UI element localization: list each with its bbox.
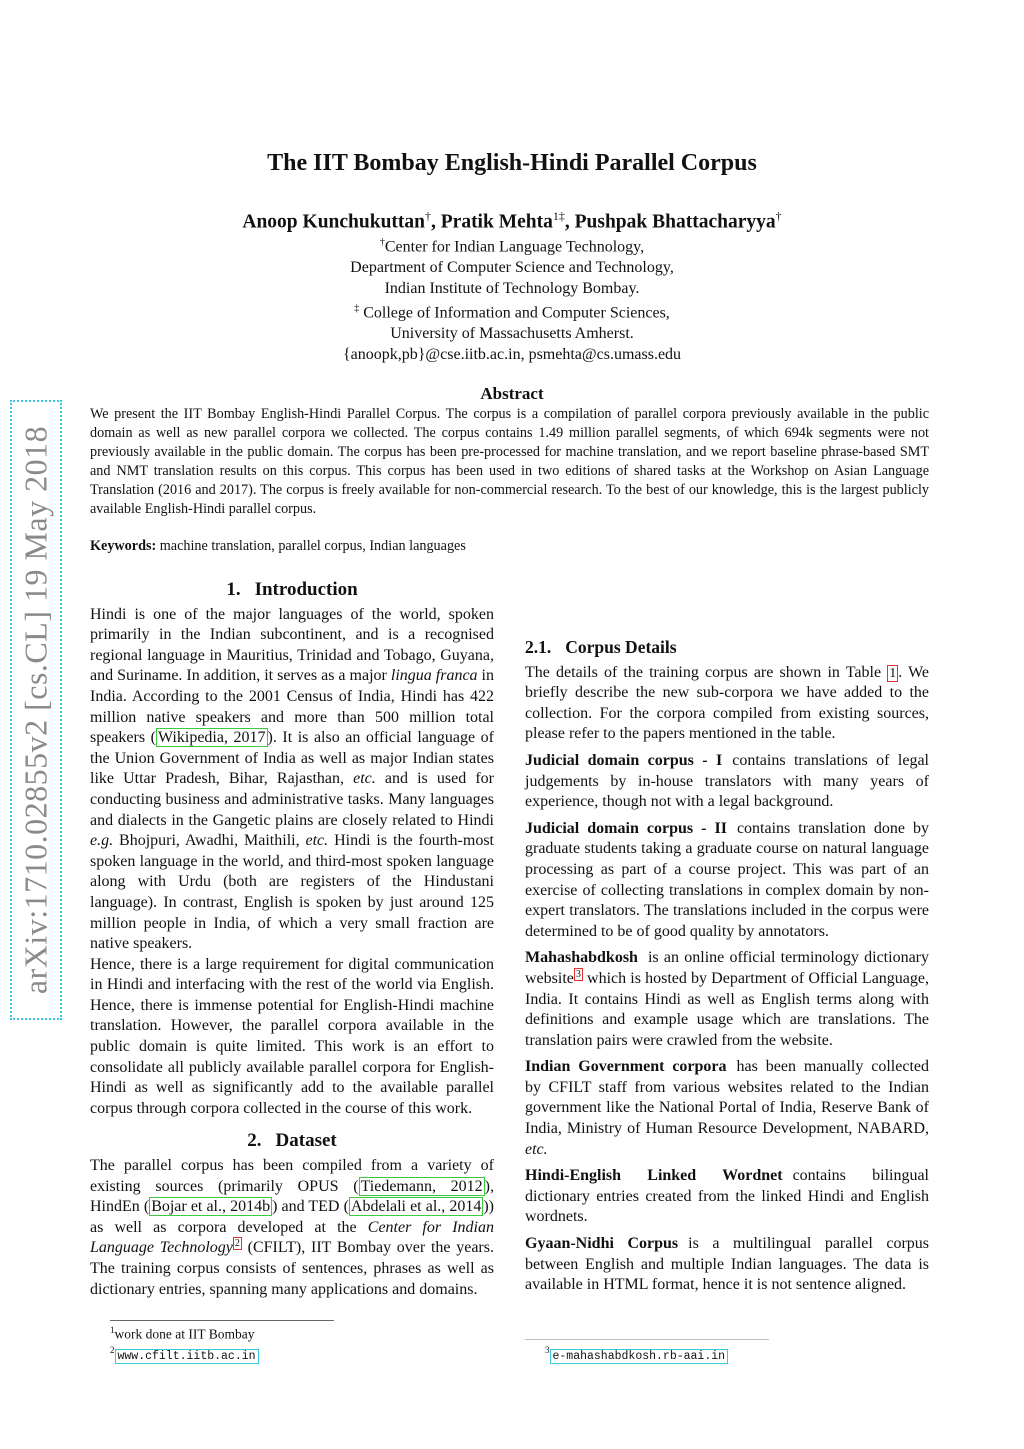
- intro-text: Hindi is one of the major languages of the world, spoken primarily in the Indian subcontinent, and is a recognised regional language in Mauritius, Trinidad and Tobago, Guyana, and Suriname. In addition, it serves as a major: [90, 605, 494, 685]
- keywords: [90, 538, 466, 555]
- abstract-text: We present the IIT Bombay English-Hindi Parallel Corpus. The corpus is a compilation of parallel corpora previously available in the public domain as well as new parallel corpora we collected. The corpus contains 1.49 million parallel segments, of which 694k segments were not previously available in the public domain. The corpus has been pre-processed for machine translation, and we report baseline phrase-based SMT and NMT translation results on this corpus. This corpus has been used in two editions of shared tasks at the Workshop on Asian Language Translation (2016 and 2017). The corpus is freely available for non-commercial research. To the best of our knowledge, this is the largest publicly available English-Hindi parallel corpus.: [90, 406, 929, 517]
- corpus-item-text: contains translations of legal judgements by in-house translators with many years of experience, though not with a legal background.: [525, 751, 929, 811]
- author-list: Anoop Kunchukuttan†, Pratik Mehta$^{1\ddagger}$, Pushpak Bhattacharyya†: [242, 209, 782, 233]
- affiliations: [0, 233, 1024, 366]
- citation-abdelali[interactable]: Abdelali et al., 2014: [350, 1198, 482, 1216]
- dataset-text: ) and TED (: [272, 1198, 349, 1216]
- affil-line-4: [0, 299, 1024, 324]
- section-1-heading: [90, 580, 494, 601]
- paper-title: The IIT Bombay English-Hindi Parallel Corpus: [267, 150, 757, 176]
- author-2-mark: 1‡: [552, 209, 565, 223]
- abstract-heading: Abstract: [480, 384, 544, 403]
- corpus-details-intro: [525, 663, 929, 745]
- intro-emphasis: e.g.: [90, 832, 114, 850]
- affil-line-2: Department of Computer Science and Technology,: [350, 259, 674, 277]
- author-2: Pratik Mehta: [440, 211, 553, 233]
- affil-mark-ddagger: ‡: [354, 303, 360, 315]
- corpus-item-text: contains translation done by graduate students taking a graduate course on natural language processing as part of a course project. This was part of an exercise of collecting translations in complex domain by non-expert translators. The translations included in the corpus were determined to be of good quality by annotators.: [525, 819, 929, 940]
- affil-mark-dagger: †: [379, 237, 385, 248]
- corpus-item-text: is an online official terminology dictionary website: [525, 949, 929, 987]
- affil-text-1: Center for Indian Language Technology,: [384, 238, 645, 256]
- section-2-1-number: 2.1.: [525, 637, 552, 657]
- intro-text: in India. According to the 2001 Census of India, Hindi has 422 million native speakers and more than 500 million total speakers (: [90, 667, 494, 747]
- dataset-text: ), HindEn (: [90, 1177, 494, 1216]
- arxiv-stamp-text: arXiv:1710.02855v2 [cs.CL] 19 May 2018: [17, 425, 54, 995]
- corpus-intro-text: . We briefly describe the new sub-corpora we have added to the collection. For the corpora compiled from existing sources, please refer to the papers mentioned in the table.: [525, 663, 929, 743]
- footnote-2-link[interactable]: www.cfilt.iitb.ac.in: [115, 1349, 259, 1364]
- corpus-item-head: Hindi-English Linked Wordnet: [525, 1167, 783, 1185]
- citation-wikipedia[interactable]: Wikipedia, 2017: [157, 729, 266, 747]
- citation-bojar[interactable]: Bojar et al., 2014b: [151, 1198, 271, 1216]
- dataset-text: (CFILT), IIT Bombay over the years. The training corpus consists of sentences, phrases as well as dictionary entries, spanning many applications and domains.: [90, 1239, 494, 1298]
- section-1-title: Introduction: [254, 579, 358, 600]
- footnote-2: [110, 1345, 259, 1363]
- author-3-mark: †: [775, 209, 782, 223]
- corpus-item-head: Judicial domain corpus - II: [525, 819, 727, 837]
- intro-emphasis: etc.: [353, 770, 376, 788]
- footnote-ref-3[interactable]: 3: [575, 968, 581, 980]
- footnote-3-mark: 3: [545, 1345, 550, 1355]
- corpus-item-text: is a multilingual parallel corpus between English and multiple Indian languages. The data is available in HTML format, hence it is not sentence aligned.: [525, 1235, 929, 1294]
- intro-paragraph-2: Hence, there is a large requirement for digital communication in Hindi and interfacing with the rest of the world via English. Hence, there is immense potential for English-Hindi machine translation. However, the parallel corpora available in the public domain is quite limited. This work is an effort to consolidate all publicly available parallel corpora for English-Hindi as well as significantly add to the available parallel corpus through corpora collected in the course of this work.: [90, 955, 494, 1117]
- intro-paragraph-1: [90, 605, 494, 955]
- footnote-3: [545, 1345, 728, 1363]
- section-2-number: 2.: [247, 1130, 262, 1152]
- footnote-ref-2[interactable]: 2: [234, 1238, 240, 1250]
- footnote-1-mark: 1: [110, 1325, 115, 1335]
- dataset-text: The parallel corpus has been compiled from a variety of existing sources (primarily OPUS (: [90, 1157, 494, 1195]
- corpus-item: [525, 948, 929, 1051]
- corpus-item-head: Mahashabdkosh: [525, 949, 638, 967]
- corpus-item-text: contains bilingual dictionary entries created from the linked Hindi and English wordnets.: [525, 1167, 930, 1226]
- intro-text: and is used for conducting business and administrative tasks. Many languages and dialects in the Gangetic plains are closely related to Hindi: [90, 770, 494, 829]
- corpus-item: [525, 1166, 929, 1228]
- dataset-paragraph: [90, 1156, 494, 1300]
- footnote-2-mark: 2: [110, 1345, 115, 1355]
- author-1: Anoop Kunchukuttan: [242, 211, 425, 233]
- right-column: [525, 637, 929, 1296]
- keywords-label: Keywords:: [90, 538, 157, 554]
- footnote-rule-right: [525, 1339, 769, 1340]
- section-2-heading: [90, 1131, 494, 1152]
- section-2-title: Dataset: [275, 1130, 337, 1152]
- corpus-item-emphasis: etc.: [525, 1140, 548, 1158]
- author-1-mark: †: [425, 209, 431, 223]
- corpus-item: [525, 1234, 929, 1296]
- corpus-item-text: which is hosted by Department of Official Language, India. It contains Hindi as well as English terms along with definitions and example usage which are translations. The translation pairs were crawled from the website.: [525, 969, 929, 1049]
- intro-emphasis: lingua franca: [390, 667, 478, 685]
- footnote-rule-left: [110, 1320, 334, 1321]
- dataset-text: )) as well as corpora developed at the: [90, 1198, 494, 1236]
- keywords-text: machine translation, parallel corpus, Indian languages: [156, 538, 466, 554]
- table-1-ref[interactable]: 1: [889, 665, 897, 681]
- footnote-3-link[interactable]: e-mahashabdkosh.rb-aai.in: [550, 1349, 729, 1364]
- section-2-1-heading: [525, 637, 929, 658]
- intro-text: Bhojpuri, Awadhi, Maithili,: [113, 832, 306, 850]
- corpus-intro-text: The details of the training corpus are shown in Table: [525, 663, 888, 681]
- corpus-item: [525, 751, 929, 813]
- footnote-1: [110, 1325, 254, 1343]
- intro-emphasis: etc.: [305, 832, 329, 850]
- affil-line-5: University of Massachusetts Amherst.: [390, 325, 634, 343]
- footnote-1-text: work done at IIT Bombay: [114, 1326, 255, 1342]
- affil-line-1: [0, 233, 1024, 258]
- affil-line-3: Indian Institute of Technology Bombay.: [384, 279, 640, 297]
- affil-emails: {anoopk,pb}@cse.iitb.ac.in, psmehta@cs.umass.edu: [342, 346, 682, 364]
- intro-text: Hindi is the fourth-most spoken language in the world, and third-most spoken language along with Urdu (both are registers of the Hindustani language). In contrast, English is spoken by just around 125 million people in India, of which a very small fraction are native speakers.: [90, 832, 494, 953]
- corpus-item: [525, 1057, 929, 1160]
- section-2-1-title: Corpus Details: [565, 637, 677, 657]
- affil-text-4: College of Information and Computer Sciences,: [359, 304, 670, 322]
- corpus-item-head: Judicial domain corpus - I: [525, 751, 723, 769]
- intro-text: ). It is also an official language of the Union Government of India as well as major Indian states like Uttar Pradesh, Bihar, Rajasthan,: [90, 729, 495, 788]
- dataset-emphasis: Center for Indian Language Technology: [90, 1218, 495, 1257]
- citation-tiedemann[interactable]: Tiedemann, 2012: [360, 1177, 483, 1195]
- author-3: Pushpak Bhattacharyya: [574, 211, 776, 233]
- section-1-number: 1.: [226, 579, 241, 600]
- left-column: [90, 580, 494, 1300]
- corpus-item: [525, 819, 929, 943]
- corpus-item-head: Gyaan-Nidhi Corpus: [525, 1235, 679, 1253]
- corpus-item-head: Indian Government corpora: [525, 1058, 727, 1076]
- arxiv-stamp[interactable]: [10, 400, 62, 1020]
- corpus-item-text: has been manually collected by CFILT staff from various websites related to the Indian government like the National Portal of India, Reserve Bank of India, Ministry of Human Resource Development, NABARD,: [525, 1058, 930, 1138]
